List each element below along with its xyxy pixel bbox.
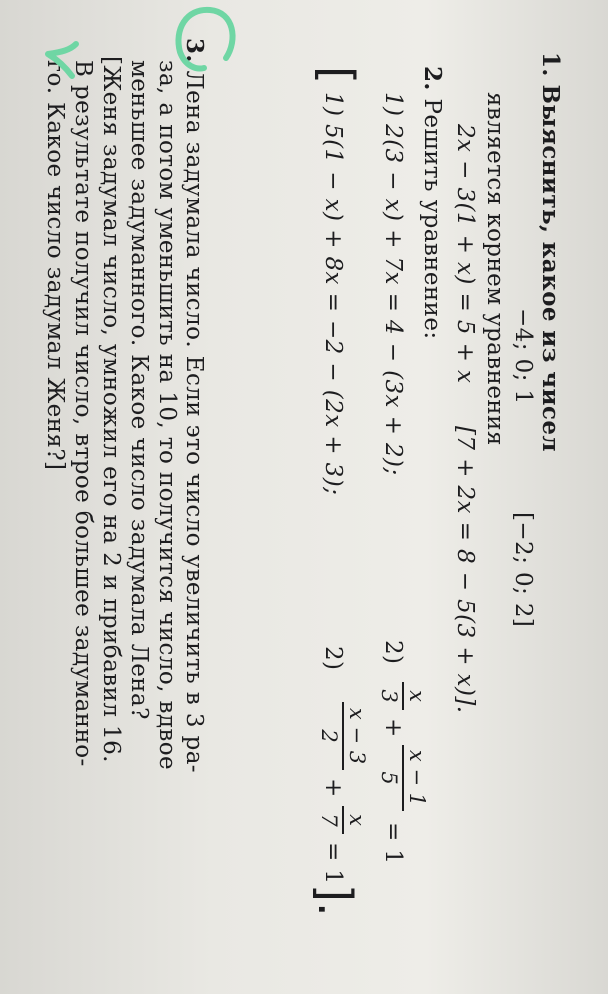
task2-alt-frac1 <box>318 702 368 770</box>
task2-number: 2. <box>419 66 446 91</box>
task1-alt-numbers: [−2; 0; 2] <box>510 512 536 628</box>
task3-line1 <box>181 38 208 773</box>
frac-denominator: 2 <box>317 729 341 743</box>
task3-line3: меньшее задуманного. Какое число задумала Лена? <box>126 60 152 720</box>
task1-numbers: −4; 0; 1 <box>510 308 536 405</box>
frac-bar <box>342 806 344 834</box>
task3-line2: за, а потом уменьшить на 10, то получится число, вдвое <box>154 60 180 771</box>
task2-eq2-rhs: = 1 <box>380 822 406 865</box>
task2-heading <box>419 66 446 340</box>
frac-numerator: x − 1 <box>405 749 429 807</box>
task1-alt-equation: [7 + 2x = 8 − 5(3 + x)]. <box>452 426 478 714</box>
frac-denominator: 3 <box>377 689 401 703</box>
task2-eq2-label: 2) <box>380 640 406 665</box>
frac-numerator: x <box>405 690 429 702</box>
frac-bar <box>402 682 404 710</box>
task2-alt-eq1: 1) 5(1 − x) + 8x = −2 − (2x + 3); <box>320 92 346 496</box>
checkmark-icon <box>28 30 88 90</box>
task2-eq2-plus: + <box>380 718 406 738</box>
task1-heading <box>537 52 564 452</box>
task2-alt-plus: + <box>320 778 346 798</box>
task1-line1: Выяснить, какое из чисел <box>537 84 564 452</box>
task2-alt-frac2 <box>318 806 368 834</box>
task3-line6: го. Какое число задумал Женя?] <box>42 60 68 471</box>
task2-alt-eq2-label: 2) <box>320 646 346 671</box>
task1-equation: 2x − 3(1 + x) = 5 + x <box>452 124 478 384</box>
task3-line4: [Женя задумал число, умножил его на 2 и прибавил 16. <box>98 56 124 763</box>
task2-eq2-frac1 <box>378 682 428 710</box>
frac-numerator: x <box>345 814 369 826</box>
task1-number: 1. <box>537 52 564 77</box>
task2-title: Решить уравнение: <box>419 98 445 340</box>
frac-denominator: 7 <box>317 813 341 827</box>
circle-annotation-icon <box>150 0 240 80</box>
task3-text: Лена задумала число. Если это число увеличить в 3 ра- <box>181 70 207 773</box>
frac-denominator: 5 <box>377 771 401 785</box>
task2-alt-open-bracket: [ <box>310 66 364 84</box>
frac-bar <box>342 702 344 770</box>
task2-alt-close-bracket: ]. <box>308 884 362 917</box>
frac-numerator: x − 3 <box>345 707 369 765</box>
task2-eq2-frac2 <box>378 745 428 811</box>
task3-line5: В результате получил число, втрое большее задуманно- <box>70 60 96 767</box>
frac-bar <box>402 745 404 811</box>
task3-number: 3. <box>181 38 208 63</box>
task2-eq1: 1) 2(3 − x) + 7x = 4 − (3x + 2); <box>380 92 406 476</box>
task1-line3: является корнем уравнения <box>482 92 508 446</box>
task2-alt-rhs: = 1 <box>320 842 346 885</box>
